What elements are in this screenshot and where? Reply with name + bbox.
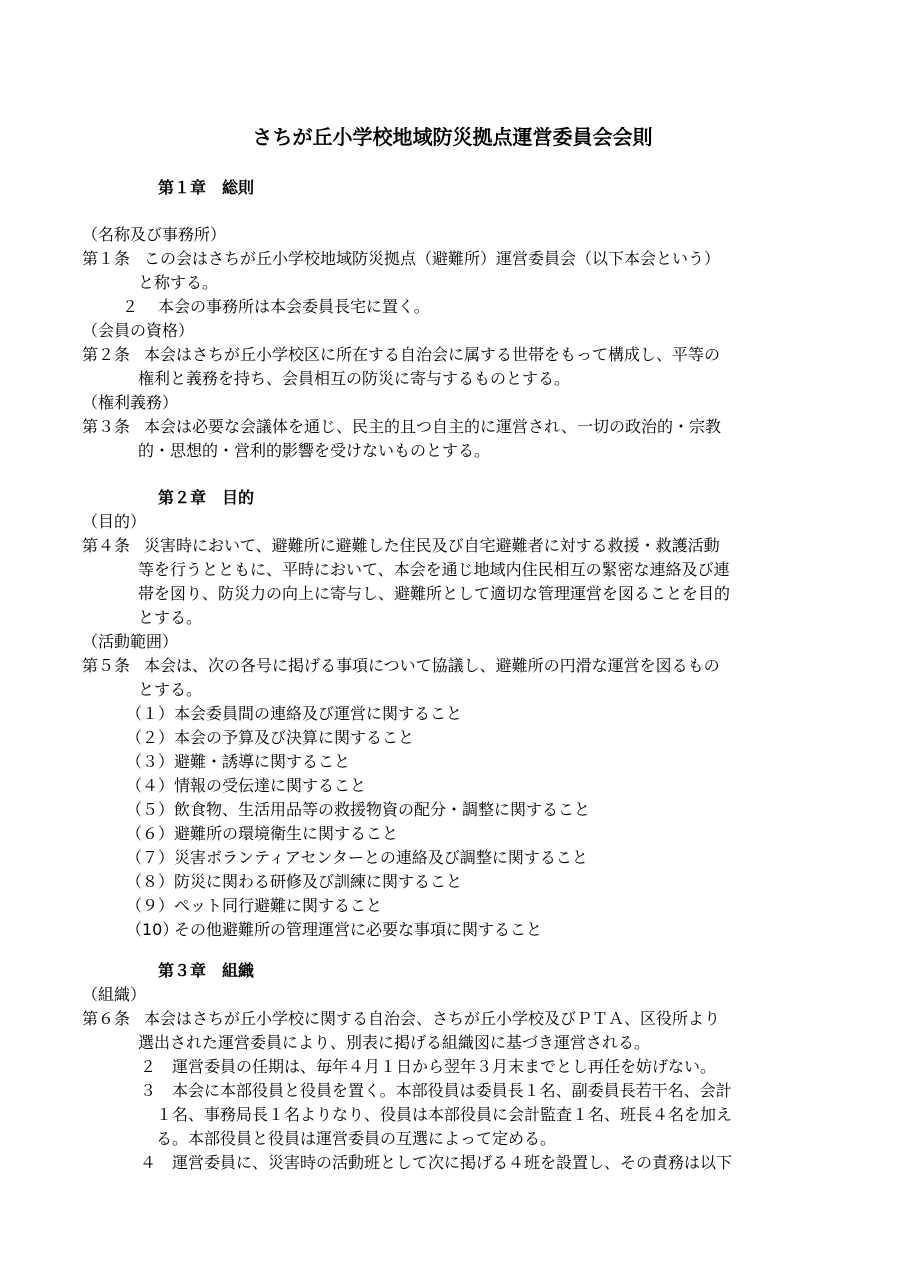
chapter-3-heading: 第３章 組織 [158,961,255,980]
article-1-line-1 [82,247,720,271]
list-item-text: 飲食物、生活用品等の救援物資の配分・調整に関すること [174,800,591,819]
document-title: さちが丘小学校地域防災拠点運営委員会会則 [252,125,653,149]
list-item-number: （８） [126,872,175,891]
article-6-paragraph-3 [140,1079,732,1103]
list-item-number: （７） [126,848,175,867]
article-6-paragraph-2 [140,1055,716,1079]
article-6-paragraph-2-number: ２ [140,1057,157,1076]
article-6-line-1 [82,1007,720,1031]
article-4-label: （目的） [82,512,147,531]
article-3-number: 第３条 [82,417,131,436]
list-item-number: （１） [126,704,175,723]
article-5-line-1 [82,654,720,678]
article-2-text-2: 権利と義務を持ち、会員相互の防災に寄与するものとする。 [138,369,571,388]
article-2-label: （会員の資格） [82,321,195,340]
article-2-line-1 [82,343,720,367]
list-item [126,726,414,750]
article-4-text-2: 等を行うとともに、平時において、本会を通じ地域内住民相互の緊密な連絡及び連 [138,560,730,579]
list-item-text: 避難・誘導に関すること [174,752,351,771]
article-1-text-2: と称する。 [138,273,219,292]
article-6-paragraph-3-text-1: 本会に本部役員と役員を置く。本部役員は委員長１名、副委員長若干名、会計 [172,1081,732,1100]
list-item [126,774,366,798]
list-item-number: （６） [126,824,175,843]
list-item-text: 本会委員間の連絡及び運営に関すること [174,704,463,723]
list-item [126,846,588,870]
list-item-number: （４） [126,776,175,795]
article-5-text-2: とする。 [138,680,203,699]
list-item [126,894,382,918]
list-item [126,870,462,894]
article-4-text-4: とする。 [138,608,203,627]
chapter-1-heading: 第１章 総則 [158,178,255,197]
list-item-text: 防災に関わる研修及び訓練に関すること [174,872,463,891]
article-6-paragraph-3-text-3: る。本部役員と役員は運営委員の互選によって定める。 [156,1129,557,1148]
article-1-paragraph-2 [122,295,430,319]
list-item [126,750,350,774]
article-6-text-2: 選出された運営委員により、別表に掲げる組織図に基づき運営される。 [138,1033,651,1052]
article-1-number: 第１条 [82,249,131,268]
list-item [126,822,398,846]
article-3-text-1: 本会は必要な会議体を通じ、民主的且つ自主的に運営され、一切の政治的・宗教 [144,417,721,436]
article-6-paragraph-2-text: 運営委員の任期は、毎年４月１日から翌年３月末までとし再任を妨げない。 [172,1057,717,1076]
article-4-text-3: 帯を図り、防災力の向上に寄与し、避難所として適切な管理運営を図ることを目的 [138,584,731,603]
article-3-line-1 [82,415,721,439]
article-4-text-1: 災害時において、避難所に避難した住民及び自宅避難者に対する救援・救護活動 [144,536,720,555]
article-3-text-2: 的・思想的・営利的影響を受けないものとする。 [138,441,491,460]
article-6-label: （組織） [82,985,147,1004]
article-5-number: 第５条 [82,656,131,675]
list-item [126,702,462,726]
article-2-text-1: 本会はさちが丘小学校区に所在する自治会に属する世帯をもって構成し、平等の [144,345,721,364]
list-item-text: 災害ボランティアセンターとの連絡及び調整に関すること [174,848,588,867]
list-item-text: 情報の受伝達に関すること [174,776,367,795]
list-item-text: ペット同行避難に関すること [174,896,383,915]
article-6-text-1: 本会はさちが丘小学校に関する自治会、さちが丘小学校及びＰＴＡ、区役所より [144,1009,721,1028]
list-item-number: （10） [126,920,179,939]
article-1-paragraph-2-number: ２ [122,297,139,316]
article-6-paragraph-3-number: ３ [140,1081,157,1100]
article-4-line-1 [82,534,720,558]
article-4-number: 第４条 [82,536,131,555]
article-6-number: 第６条 [82,1009,131,1028]
chapter-2-heading: 第２章 目的 [158,488,255,507]
list-item-text: その他避難所の管理運営に必要な事項に関すること [174,920,543,939]
article-1-text-1: この会はさちが丘小学校地域防災拠点（避難所）運営委員会（以下本会という） [144,249,721,268]
list-item [126,918,542,942]
list-item-number: （９） [126,896,175,915]
article-1-paragraph-2-text: 本会の事務所は本会委員長宅に置く。 [158,297,430,316]
list-item-number: （２） [126,728,175,747]
article-6-paragraph-4-number: ４ [140,1153,157,1172]
article-2-number: 第２条 [82,345,131,364]
article-3-label: （権利義務） [82,393,179,412]
list-item-text: 本会の予算及び決算に関すること [174,728,415,747]
article-6-paragraph-4 [140,1151,732,1175]
article-5-text-1: 本会は、次の各号に掲げる事項について協議し、避難所の円滑な運営を図るもの [144,656,720,675]
list-item-number: （５） [126,800,175,819]
article-6-paragraph-4-text-1: 運営委員に、災害時の活動班として次に掲げる４班を設置し、その責務は以下 [172,1153,733,1172]
list-item-text: 避難所の環境衛生に関すること [174,824,399,843]
list-item [126,798,590,822]
article-6-paragraph-3-text-2: １名、事務局長１名よりなり、役員は本部役員に会計監査１名、班長４名を加え [156,1105,733,1124]
list-item-number: （３） [126,752,175,771]
article-1-label: （名称及び事務所） [82,225,227,244]
article-5-label: （活動範囲） [82,632,179,651]
